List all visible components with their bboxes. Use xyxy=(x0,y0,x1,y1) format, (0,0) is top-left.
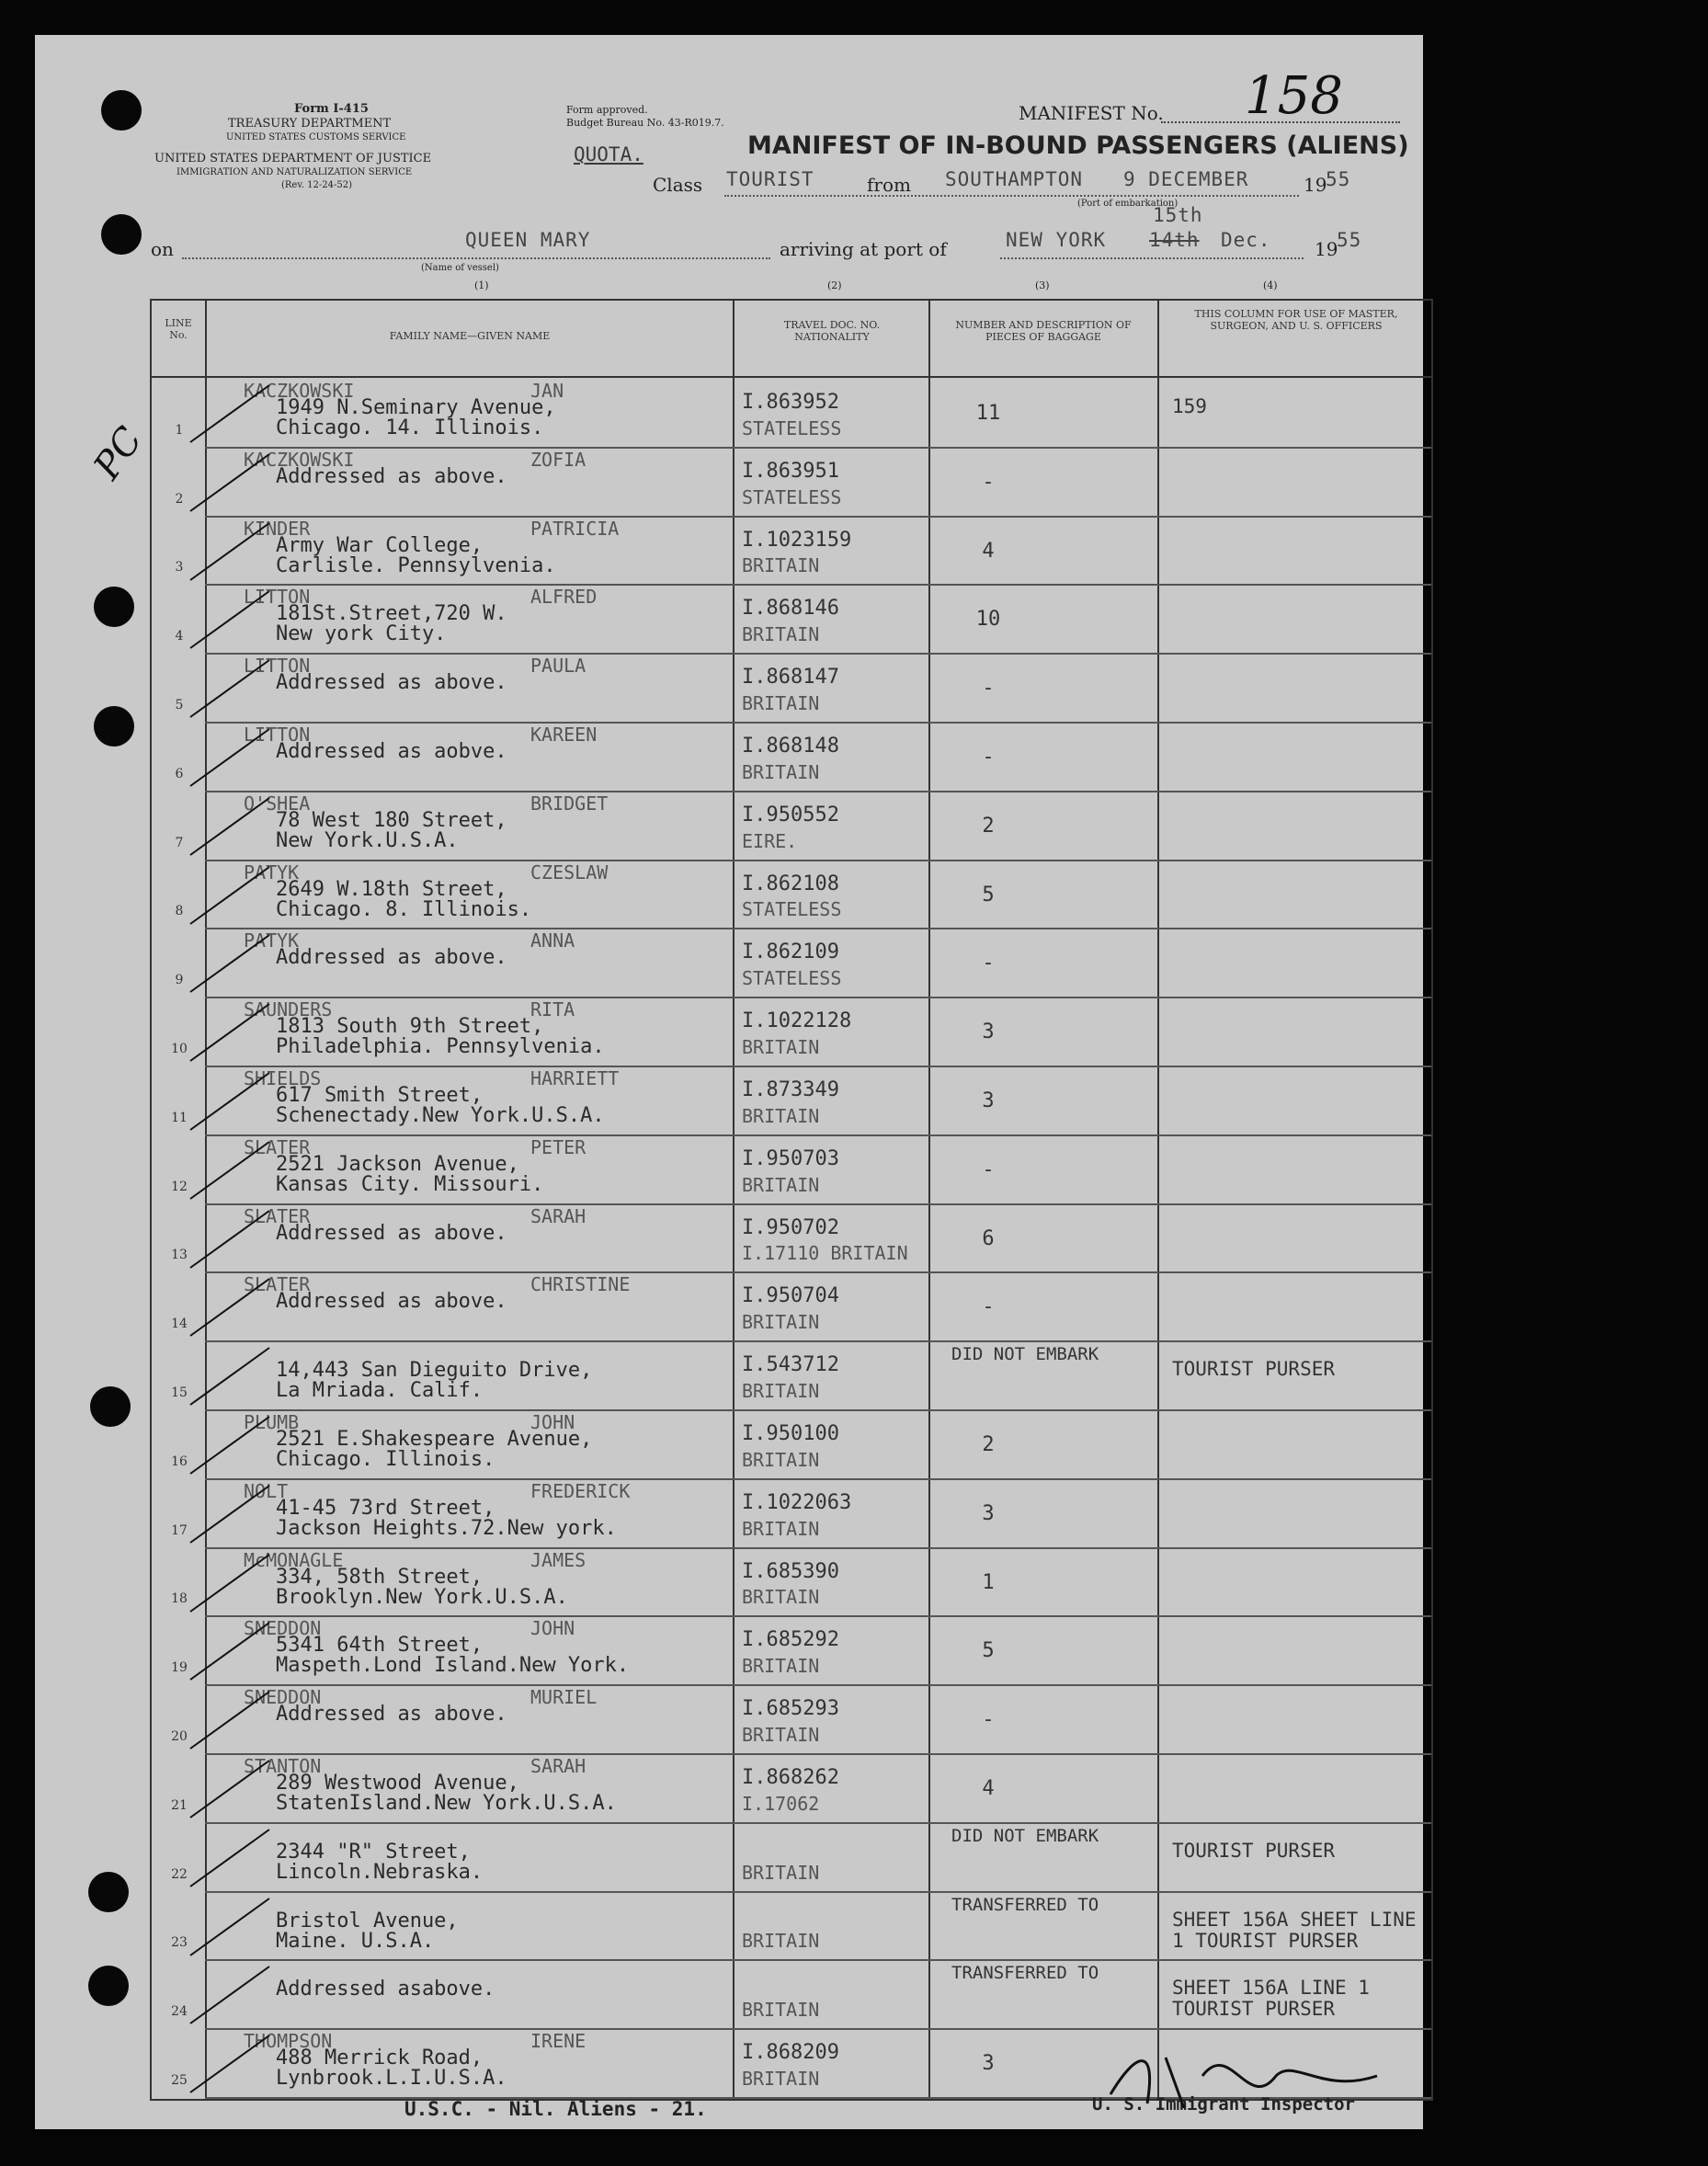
table-row xyxy=(152,1478,1431,1547)
baggage: DID NOT EMBARK xyxy=(951,1825,1099,1846)
table-row xyxy=(152,447,1431,516)
punch-hole xyxy=(94,706,134,747)
from-date: 9 DECEMBER xyxy=(1123,168,1249,190)
baggage: - xyxy=(982,1708,995,1732)
table-row xyxy=(152,1822,1431,1891)
table-row xyxy=(152,1203,1431,1272)
given-name: MURIEL xyxy=(530,1686,598,1709)
travel-doc-no: I.873349 xyxy=(742,1078,839,1101)
nationality: BRITAIN xyxy=(742,1517,820,1540)
baggage: 6 xyxy=(982,1226,995,1250)
family-name: SLATER xyxy=(244,1204,311,1227)
family-name: SLATER xyxy=(244,1135,311,1158)
family-name: SNEDDON xyxy=(244,1686,322,1709)
budget-bureau: Budget Bureau No. 43-R019.7. xyxy=(566,117,724,129)
form-approved: Form approved. xyxy=(566,104,648,116)
line-number: 23 xyxy=(171,1935,188,1951)
nationality: BRITAIN xyxy=(742,1173,820,1196)
check-tick-mark xyxy=(188,1963,271,2027)
punch-hole xyxy=(90,1386,131,1427)
arriving-year: 55 xyxy=(1337,229,1362,251)
punch-hole xyxy=(88,1872,129,1912)
line-number: 21 xyxy=(171,1797,188,1813)
travel-doc-no: I.1023159 xyxy=(742,528,852,552)
punch-hole xyxy=(94,587,134,627)
treasury-dept: TREASURY DEPARTMENT xyxy=(228,117,392,131)
arriving-day-struck: 14th xyxy=(1149,229,1200,251)
baggage: - xyxy=(982,677,995,701)
baggage: - xyxy=(982,746,995,769)
travel-doc-no: I.685293 xyxy=(742,1697,839,1721)
address: Addressed as above. xyxy=(276,946,507,970)
col2-number: (2) xyxy=(827,279,842,291)
margin-pc-mark: PC xyxy=(85,419,152,487)
baggage: - xyxy=(982,1157,995,1181)
address: 617 Smith Street, Schenectady.New York.U.S.A. xyxy=(276,1084,605,1127)
table-row xyxy=(152,1891,1431,1960)
check-tick-mark xyxy=(188,725,271,790)
header-line-no: LINE No. xyxy=(165,317,192,342)
check-tick-mark xyxy=(188,1000,271,1065)
baggage: 3 xyxy=(982,1501,995,1525)
table-row xyxy=(152,378,1431,447)
nationality: BRITAIN xyxy=(742,1586,820,1609)
table-row xyxy=(152,928,1431,997)
check-tick-mark xyxy=(188,1138,271,1203)
table-row xyxy=(152,516,1431,585)
line-number: 7 xyxy=(175,835,184,850)
from-port: SOUTHAMPTON xyxy=(945,168,1084,190)
travel-doc-no: I.950702 xyxy=(742,1215,839,1239)
address: Army War College, Carlisle. Pennsylvenia. xyxy=(276,533,556,577)
check-tick-mark xyxy=(188,1757,271,1821)
travel-doc-no: I.868146 xyxy=(742,597,839,621)
nationality: BRITAIN xyxy=(742,1104,820,1127)
family-name: SNEDDON xyxy=(244,1617,322,1640)
manifest-no-value: 158 xyxy=(1245,66,1343,126)
nationality: BRITAIN xyxy=(742,1930,820,1953)
address: 289 Westwood Avenue, StatenIsland.New York.U.S.A. xyxy=(276,1772,617,1815)
address: 2521 E.Shakespeare Avenue, Chicago. Illinois. xyxy=(276,1428,593,1471)
check-tick-mark xyxy=(188,1482,271,1546)
check-tick-mark xyxy=(188,1551,271,1615)
table-row xyxy=(152,791,1431,860)
vessel-name: QUEEN MARY xyxy=(465,229,591,251)
line-number: 9 xyxy=(175,973,184,988)
check-tick-mark xyxy=(188,1275,271,1340)
baggage: 5 xyxy=(982,1639,995,1663)
line-number: 4 xyxy=(175,629,184,644)
line-number: 18 xyxy=(171,1591,188,1607)
baggage: DID NOT EMBARK xyxy=(951,1344,1099,1365)
baggage: 3 xyxy=(982,1020,995,1044)
check-tick-mark xyxy=(188,1344,271,1408)
given-name: JOHN xyxy=(530,1411,575,1433)
family-name: KACZKOWSKI xyxy=(244,448,355,471)
customs-service: UNITED STATES CUSTOMS SERVICE xyxy=(226,132,406,142)
travel-doc-no: I.1022063 xyxy=(742,1490,852,1514)
from-label: from xyxy=(867,174,911,196)
baggage: 1 xyxy=(982,1570,995,1594)
from-year: 55 xyxy=(1326,168,1351,190)
manifest-title: MANIFEST OF IN-BOUND PASSENGERS (ALIENS) xyxy=(747,131,1409,160)
check-tick-mark xyxy=(188,1207,271,1271)
passenger-table xyxy=(150,299,1433,2101)
table-row xyxy=(152,860,1431,929)
travel-doc-no: I.685292 xyxy=(742,1628,839,1652)
nationality: STATELESS xyxy=(742,416,842,439)
family-name: NOLT xyxy=(244,1479,289,1502)
nationality: EIRE. xyxy=(742,829,798,852)
arriving-port: NEW YORK xyxy=(1006,229,1107,251)
line-number: 3 xyxy=(175,560,184,576)
arriving-month: Dec. xyxy=(1221,229,1271,251)
table-row xyxy=(152,1959,1431,2028)
line-number: 24 xyxy=(171,2004,188,2020)
line-number: 10 xyxy=(171,1041,188,1056)
revision: (Rev. 12-24-52) xyxy=(281,180,353,190)
travel-doc-no: I.868209 xyxy=(742,2041,839,2065)
nationality: BRITAIN xyxy=(742,1311,820,1334)
travel-doc-no: I.950100 xyxy=(742,1422,839,1445)
class-value: TOURIST xyxy=(726,168,814,190)
address: Addressed as above. xyxy=(276,671,507,695)
nationality: BRITAIN xyxy=(742,760,820,783)
line-number: 15 xyxy=(171,1385,188,1400)
address: 78 West 180 Street, New York.U.S.A. xyxy=(276,808,507,852)
nationality: BRITAIN xyxy=(742,554,820,577)
family-name: LITTON xyxy=(244,586,311,609)
officer-note: SHEET 156A LINE 1 TOURIST PURSER xyxy=(1172,1977,1370,2021)
check-tick-mark xyxy=(188,794,271,859)
travel-doc-no: I.868262 xyxy=(742,1766,839,1789)
check-tick-mark xyxy=(188,931,271,996)
col1-number: (1) xyxy=(474,279,489,291)
given-name: ZOFIA xyxy=(530,448,586,471)
inspector-label: U. S. Immigrant Inspector xyxy=(1092,2094,1355,2115)
baggage: - xyxy=(982,1295,995,1319)
check-tick-mark xyxy=(188,1688,271,1752)
header-baggage: NUMBER AND DESCRIPTION OF PIECES OF BAGGAGE xyxy=(955,319,1132,344)
given-name: SARAH xyxy=(530,1204,586,1227)
family-name: STANTON xyxy=(244,1755,322,1777)
travel-doc-no: I.950703 xyxy=(742,1146,839,1170)
travel-doc-no: I.950552 xyxy=(742,803,839,826)
travel-doc-no: I.868148 xyxy=(742,735,839,758)
nationality: BRITAIN xyxy=(742,1379,820,1402)
family-name: THOMPSON xyxy=(244,2030,333,2053)
nationality: BRITAIN xyxy=(742,623,820,646)
col4-number: (4) xyxy=(1263,279,1278,291)
address: 488 Merrick Road, Lynbrook.L.I.U.S.A. xyxy=(276,2046,507,2091)
check-tick-mark xyxy=(188,656,271,721)
officer-note: 159 xyxy=(1172,395,1207,417)
table-row xyxy=(152,1409,1431,1478)
baggage: - xyxy=(982,952,995,975)
address: 41-45 73rd Street, Jackson Heights.72.New york. xyxy=(276,1496,617,1540)
officer-note: TOURIST PURSER xyxy=(1172,1839,1336,1862)
family-name: LITTON xyxy=(244,655,311,678)
given-name: CHRISTINE xyxy=(530,1273,631,1296)
baggage: 3 xyxy=(982,2052,995,2076)
punch-hole xyxy=(88,1966,129,2006)
given-name: ALFRED xyxy=(530,586,598,609)
given-name: JAN xyxy=(530,380,564,402)
footer-summary: U.S.C. - Nil. Aliens - 21. xyxy=(404,2098,707,2120)
family-name: PLUMB xyxy=(244,1411,300,1433)
table-row xyxy=(152,722,1431,791)
address: 2521 Jackson Avenue, Kansas City. Missouri. xyxy=(276,1152,544,1196)
baggage: 11 xyxy=(975,402,1001,425)
check-tick-mark xyxy=(188,1069,271,1134)
line-number: 6 xyxy=(175,766,184,781)
given-name: CZESLAW xyxy=(530,861,609,884)
manifest-sheet xyxy=(35,35,1423,2129)
nationality: BRITAIN xyxy=(742,1999,820,2022)
check-tick-mark xyxy=(188,2032,271,2096)
travel-doc-no: I.543712 xyxy=(742,1353,839,1377)
baggage: 3 xyxy=(982,1089,995,1112)
family-name: PATYK xyxy=(244,861,300,884)
nationality: BRITAIN xyxy=(742,2067,820,2090)
table-row xyxy=(152,1066,1431,1134)
given-name: JOHN xyxy=(530,1617,575,1640)
nationality: STATELESS xyxy=(742,967,842,990)
address: 2344 "R" Street, Lincoln.Nebraska. xyxy=(276,1840,484,1884)
nationality: I.17110 BRITAIN xyxy=(742,1242,908,1265)
address: Addressed as above. xyxy=(276,464,507,488)
address: 181St.Street,720 W. New york City. xyxy=(276,602,507,646)
check-tick-mark xyxy=(188,1413,271,1477)
nationality: BRITAIN xyxy=(742,691,820,714)
check-tick-mark xyxy=(188,382,271,446)
address: Addressed as aobve. xyxy=(276,740,507,763)
line-number: 20 xyxy=(171,1728,188,1744)
address: Addressed as above. xyxy=(276,1221,507,1245)
check-tick-mark xyxy=(188,519,271,584)
officer-note: TOURIST PURSER xyxy=(1172,1358,1336,1381)
baggage: 5 xyxy=(982,883,995,906)
officer-note: SHEET 156A SHEET LINE 1 TOURIST PURSER xyxy=(1172,1908,1417,1952)
line-number: 19 xyxy=(171,1660,188,1676)
address: 5341 64th Street, Maspeth.Lond Island.New York. xyxy=(276,1634,630,1678)
line-number: 5 xyxy=(175,697,184,712)
line-number: 14 xyxy=(171,1317,188,1332)
form-number: Form I-415 xyxy=(294,102,369,116)
arriving-day: 15th xyxy=(1153,204,1203,226)
given-name: PETER xyxy=(530,1135,586,1158)
nationality: BRITAIN xyxy=(742,1448,820,1471)
line-number: 2 xyxy=(175,491,184,507)
table-row xyxy=(152,1615,1431,1684)
check-tick-mark xyxy=(188,1826,271,1890)
punch-hole xyxy=(101,214,142,255)
family-name: PATYK xyxy=(244,929,300,952)
given-name: PATRICIA xyxy=(530,517,620,540)
line-number: 8 xyxy=(175,904,184,919)
given-name: PAULA xyxy=(530,655,586,678)
given-name: KAREEN xyxy=(530,724,598,746)
class-label: Class xyxy=(653,174,703,196)
nationality: I.17062 xyxy=(742,1792,820,1815)
baggage: 2 xyxy=(982,814,995,838)
travel-doc-no: I.863951 xyxy=(742,459,839,483)
header-doc: TRAVEL DOC. NO. NATIONALITY xyxy=(783,319,881,344)
table-row xyxy=(152,1684,1431,1753)
col3-number: (3) xyxy=(1035,279,1050,291)
nationality: BRITAIN xyxy=(742,1861,820,1884)
address: Bristol Avenue, Maine. U.S.A. xyxy=(276,1909,459,1953)
table-row xyxy=(152,584,1431,653)
family-name: McMONAGLE xyxy=(244,1548,344,1571)
given-name: IRENE xyxy=(530,2030,586,2053)
table-row xyxy=(152,997,1431,1066)
header-name: FAMILY NAME—GIVEN NAME xyxy=(389,330,551,342)
table-row xyxy=(152,1340,1431,1409)
travel-doc-no: I.868147 xyxy=(742,666,839,690)
header-officers: THIS COLUMN FOR USE OF MASTER, SURGEON, AND U. S. OFFICERS xyxy=(1194,308,1398,333)
inspector-signature xyxy=(1101,2039,1414,2113)
line-number: 13 xyxy=(171,1248,188,1263)
manifest-no-label: MANIFEST No. xyxy=(1019,102,1164,124)
on-label: on xyxy=(151,238,174,260)
baggage: 4 xyxy=(982,1777,995,1800)
family-name: SAUNDERS xyxy=(244,998,333,1021)
travel-doc-no: I.950704 xyxy=(742,1284,839,1308)
address: Addressed as above. xyxy=(276,1703,507,1727)
address: 14,443 San Dieguito Drive, La Mriada. Calif. xyxy=(276,1359,593,1403)
passenger-rows xyxy=(152,378,1431,2099)
line-number: 22 xyxy=(171,1866,188,1882)
travel-doc-no: I.862109 xyxy=(742,940,839,964)
given-name: BRIDGET xyxy=(530,792,609,815)
travel-doc-no: I.685390 xyxy=(742,1559,839,1583)
quota-label: QUOTA. xyxy=(574,143,643,165)
given-name: ANNA xyxy=(530,929,575,952)
nationality: BRITAIN xyxy=(742,1723,820,1746)
table-row xyxy=(152,1753,1431,1822)
table-row xyxy=(152,1134,1431,1203)
family-name: SLATER xyxy=(244,1273,311,1296)
family-name: LITTON xyxy=(244,724,311,746)
address: 2649 W.18th Street, Chicago. 8. Illinois. xyxy=(276,877,532,921)
family-name: KINDER xyxy=(244,517,311,540)
address: Addressed as above. xyxy=(276,1290,507,1314)
nationality: BRITAIN xyxy=(742,1035,820,1058)
travel-doc-no: I.863952 xyxy=(742,391,839,414)
baggage: 10 xyxy=(975,608,1001,632)
check-tick-mark xyxy=(188,587,271,652)
given-name: HARRIETT xyxy=(530,1067,620,1089)
address: 334, 58th Street, Brooklyn.New York.U.S.A. xyxy=(276,1565,568,1609)
travel-doc-no: I.1022128 xyxy=(742,1009,852,1033)
table-row xyxy=(152,1271,1431,1340)
line-number: 25 xyxy=(171,2072,188,2088)
nationality: BRITAIN xyxy=(742,1655,820,1678)
baggage: TRANSFERRED TO xyxy=(951,1963,1099,1984)
travel-doc-no: I.862108 xyxy=(742,872,839,895)
check-tick-mark xyxy=(188,1895,271,1959)
family-name: O'SHEA xyxy=(244,792,311,815)
line-number: 1 xyxy=(175,422,184,438)
line-number: 16 xyxy=(171,1454,188,1469)
given-name: JAMES xyxy=(530,1548,586,1571)
from-year-prefix: 19 xyxy=(1304,174,1327,196)
address: 1813 South 9th Street, Philadelphia. Pennsylvenia. xyxy=(276,1015,605,1059)
line-number: 17 xyxy=(171,1522,188,1538)
ins-service: IMMIGRATION AND NATURALIZATION SERVICE xyxy=(176,167,413,177)
address: 1949 N.Seminary Avenue, Chicago. 14. Illinois. xyxy=(276,396,556,439)
arriving-year-prefix: 19 xyxy=(1315,238,1338,260)
arriving-label: arriving at port of xyxy=(780,238,947,260)
baggage: TRANSFERRED TO xyxy=(951,1894,1099,1915)
given-name: RITA xyxy=(530,998,575,1021)
table-row xyxy=(152,1547,1431,1616)
baggage: 2 xyxy=(982,1433,995,1456)
nationality: STATELESS xyxy=(742,898,842,921)
baggage: 4 xyxy=(982,539,995,563)
table-row xyxy=(152,653,1431,722)
port-embarkation-note: (Port of embarkation) xyxy=(1077,199,1179,209)
check-tick-mark xyxy=(188,1619,271,1683)
punch-hole xyxy=(101,90,142,131)
given-name: SARAH xyxy=(530,1755,586,1777)
line-number: 12 xyxy=(171,1179,188,1194)
check-tick-mark xyxy=(188,450,271,515)
check-tick-mark xyxy=(188,863,271,928)
line-number: 11 xyxy=(171,1110,188,1125)
family-name: KACZKOWSKI xyxy=(244,380,355,402)
address: Addressed asabove. xyxy=(276,1978,495,2001)
given-name: FREDERICK xyxy=(530,1479,631,1502)
family-name: SHIELDS xyxy=(244,1067,322,1089)
vessel-note: (Name of vessel) xyxy=(421,263,499,273)
baggage: - xyxy=(982,470,995,494)
nationality: STATELESS xyxy=(742,485,842,508)
justice-dept: UNITED STATES DEPARTMENT OF JUSTICE xyxy=(154,152,432,165)
